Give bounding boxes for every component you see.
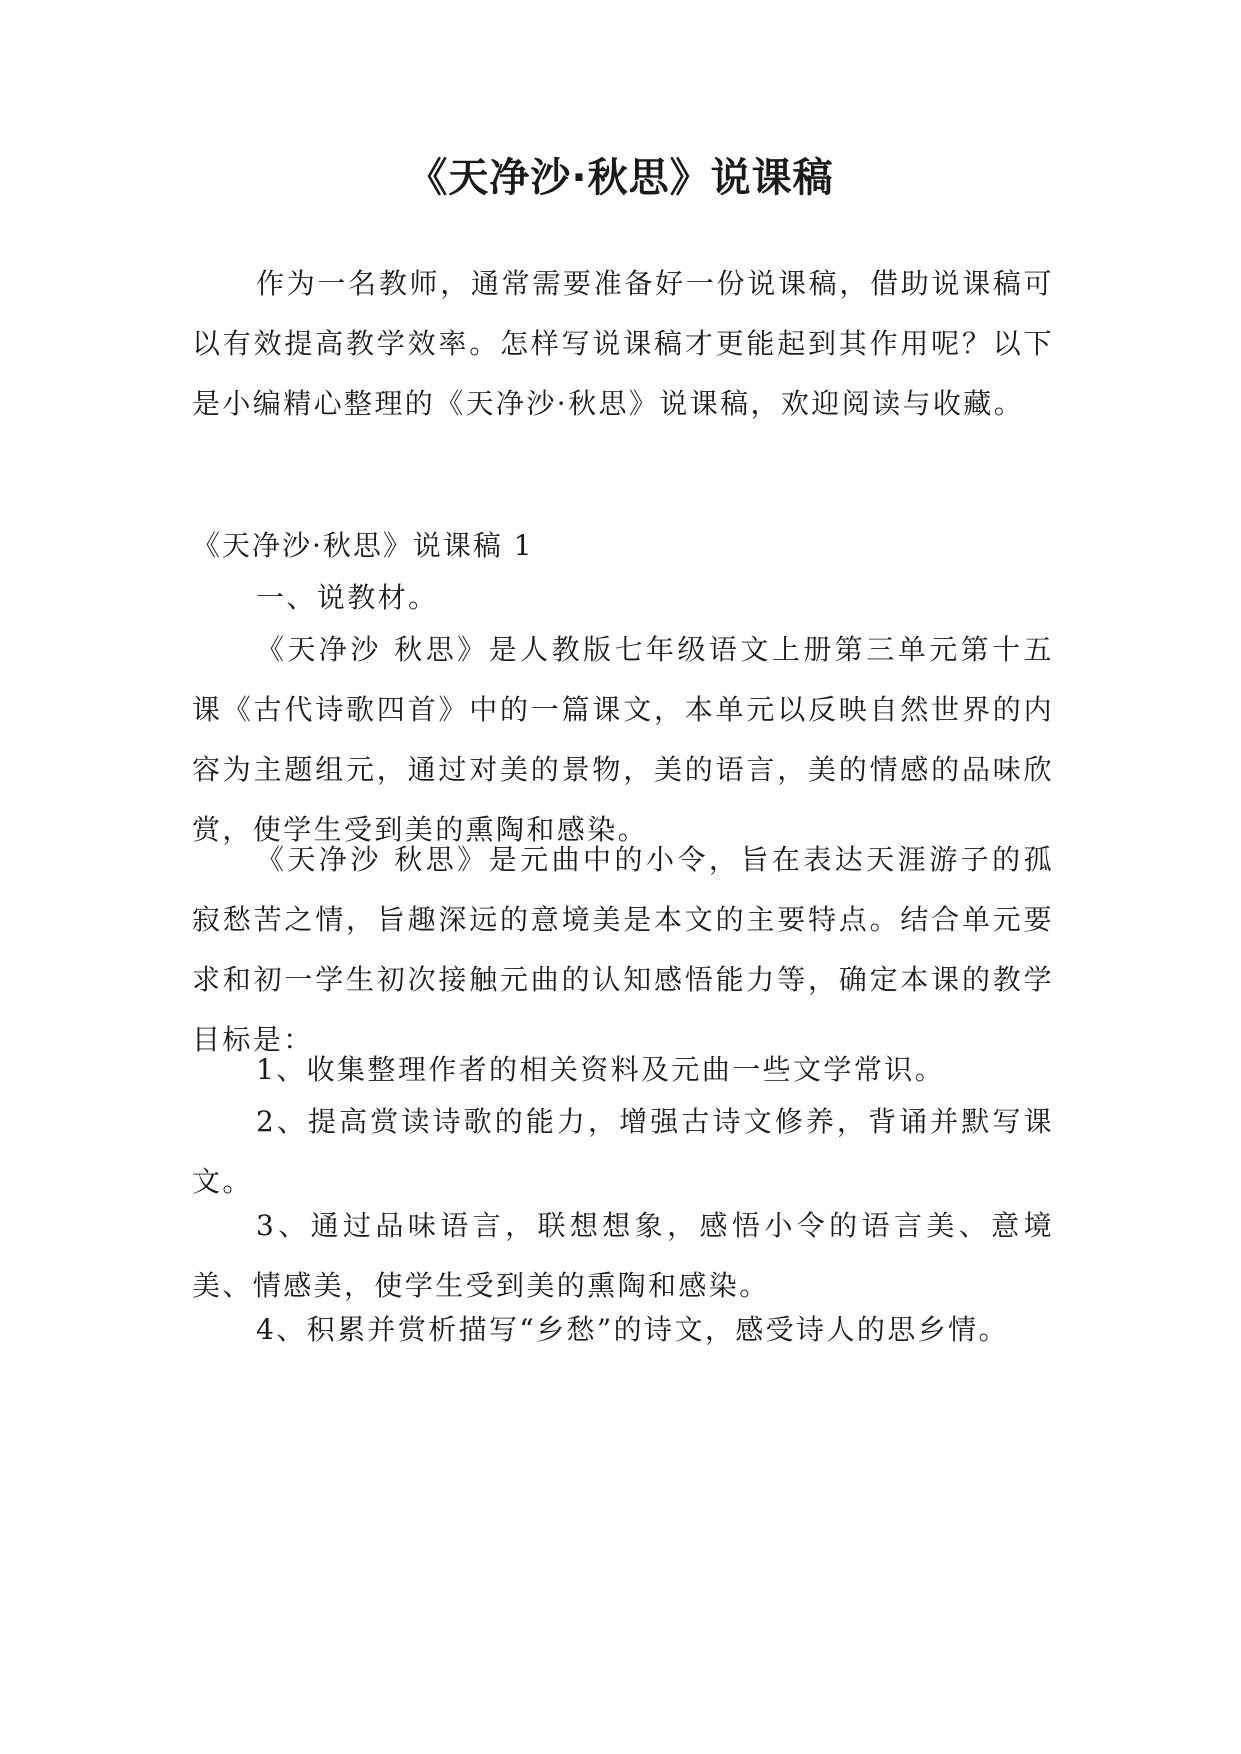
section-title: 《天净沙·秋思》说课稿 1 — [192, 529, 534, 562]
textbook-paragraph-1: 《天净沙 秋思》是人教版七年级语文上册第三单元第十五课《古代诗歌四首》中的一篇课文，本单元以反映自然世界的内容为主题组元，通过对美的景物，美的语言，美的情感的品味欣赏，使学生受到美的熏陶和感染。 — [192, 633, 1054, 846]
goal-item-4: 4、积累并赏析描写“乡愁”的诗文，感受诗人的思乡情。 — [256, 1313, 1009, 1346]
goal-item-3: 3、通过品味语言，联想想象，感悟小令的语言美、意境美、情感美，使学生受到美的熏陶和感染。 — [192, 1209, 1054, 1302]
textbook-paragraph-2: 《天净沙 秋思》是元曲中的小令，旨在表达天涯游子的孤寂愁苦之情，旨趣深远的意境美是本文的主要特点。结合单元要求和初一学生初次接触元曲的认知感悟能力等，确定本课的教学目标是： — [192, 843, 1054, 1056]
intro-paragraph: 作为一名教师，通常需要准备好一份说课稿，借助说课稿可以有效提高教学效率。怎样写说课稿才更能起到其作用呢？以下是小编精心整理的《天净沙·秋思》说课稿，欢迎阅读与收藏。 — [192, 267, 1054, 420]
document-title: 《天净沙·秋思》说课稿 — [407, 155, 834, 201]
heading-textbook: 一、说教材。 — [256, 581, 439, 614]
goal-item-1: 1、收集整理作者的相关资料及元曲一些文学常识。 — [256, 1053, 946, 1086]
goal-item-2: 2、提高赏读诗歌的能力，增强古诗文修养，背诵并默写课文。 — [192, 1105, 1054, 1198]
